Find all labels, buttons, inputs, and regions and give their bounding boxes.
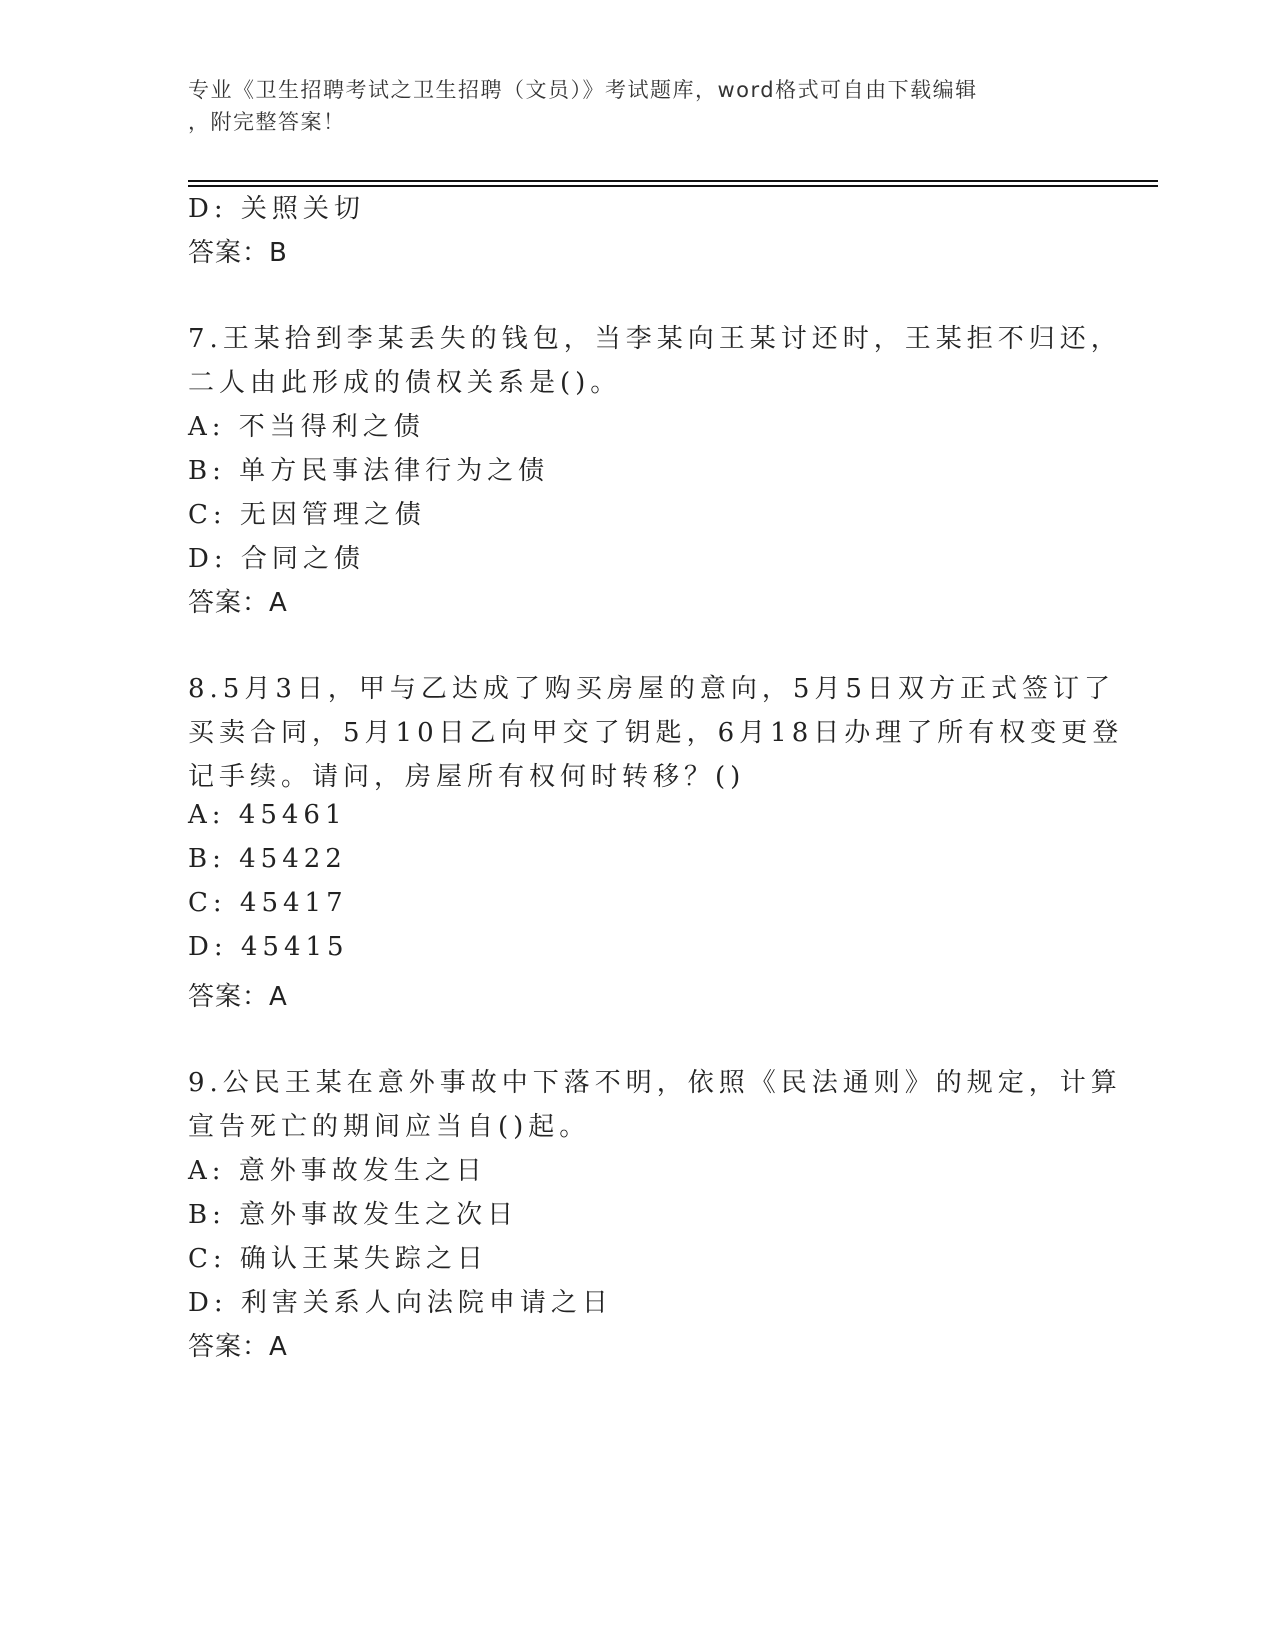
option-c: C: 确认王某失踪之日	[188, 1244, 488, 1274]
header-title-line-2: ，附完整答案！	[188, 110, 346, 134]
option-a: A: 不当得利之债	[188, 412, 425, 442]
option-a: A: 意外事故发生之日	[188, 1156, 487, 1186]
option-b: B: 单方民事法律行为之债	[188, 456, 550, 486]
prev-answer: 答案：B	[188, 238, 288, 268]
answer: 答案：A	[188, 982, 288, 1012]
question-stem-line: 8.5月3日，甲与乙达成了购买房屋的意向，5月5日双方正式签订了	[188, 674, 1115, 704]
answer: 答案：A	[188, 1332, 288, 1362]
header-title-line-1: 专业《卫生招聘考试之卫生招聘（文员）》考试题库，word格式可自由下载编辑	[188, 78, 978, 102]
option-c: C: 无因管理之债	[188, 500, 426, 530]
prev-option-d: D: 关照关切	[188, 194, 365, 224]
question-stem-line: 买卖合同，5月10日乙向甲交了钥匙，6月18日办理了所有权变更登	[188, 718, 1124, 748]
page-header	[188, 74, 1068, 138]
option-b: B: 意外事故发生之次日	[188, 1200, 519, 1230]
option-d: D: 利害关系人向法院申请之日	[188, 1288, 613, 1318]
answer: 答案：A	[188, 588, 288, 618]
option-d: D: 45415	[188, 932, 349, 962]
option-a: A: 45461	[188, 800, 347, 830]
option-c: C: 45417	[188, 888, 348, 918]
header-divider	[188, 180, 1158, 182]
option-d: D: 合同之债	[188, 544, 365, 574]
header-divider-secondary	[188, 185, 1158, 187]
question-stem-line: 记手续。请问，房屋所有权何时转移？()	[188, 762, 746, 792]
option-b: B: 45422	[188, 844, 347, 874]
question-stem-line: 宣告死亡的期间应当自()起。	[188, 1112, 591, 1142]
question-stem-line: 二人由此形成的债权关系是()。	[188, 368, 622, 398]
question-stem-line: 9.公民王某在意外事故中下落不明，依照《民法通则》的规定，计算	[188, 1068, 1122, 1098]
question-stem-line: 7.王某拾到李某丢失的钱包，当李某向王某讨还时，王某拒不归还，	[188, 324, 1122, 354]
